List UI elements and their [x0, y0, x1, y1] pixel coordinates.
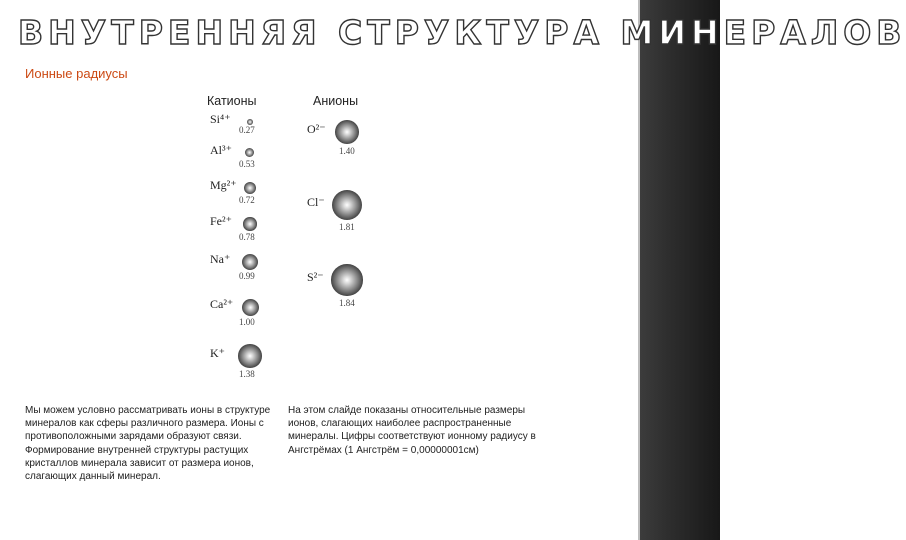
cation-label: Mg²⁺ [210, 178, 237, 192]
cation-radius-value: 1.38 [239, 368, 255, 379]
anion-radius-value: 1.40 [339, 145, 355, 156]
anion-label: S²⁻ [307, 270, 324, 284]
anion-sphere [332, 190, 363, 221]
anion-radius-value: 1.81 [339, 222, 355, 233]
cation-radius-value: 0.53 [239, 158, 255, 169]
cation-label: Si⁴⁺ [210, 112, 231, 126]
cation-radius-value: 0.99 [239, 271, 255, 282]
cation-sphere [245, 148, 254, 157]
cation-sphere [244, 182, 256, 194]
slide-title: ВНУТРЕННЯЯ СТРУКТУРА МИНЕРАЛОВ [18, 13, 906, 52]
cation-label: Na⁺ [210, 252, 231, 266]
cation-label: K⁺ [210, 346, 225, 360]
cation-label: Al³⁺ [210, 143, 232, 157]
cation-sphere [243, 217, 256, 230]
cation-radius-value: 1.00 [239, 316, 255, 327]
anions-header: Анионы [313, 94, 359, 108]
cation-radius-value: 0.27 [239, 125, 255, 136]
anion-label: Cl⁻ [307, 195, 325, 209]
cation-sphere [238, 344, 261, 367]
cation-radius-value: 0.72 [239, 195, 255, 206]
description-left: Мы можем условно рассматривать ионы в структуре минералов как сферы различного размера. Ионы с противоположными зарядами образуют связи. Формирование внутренней структуры растущих кристаллов минерала зависит от размера ионов, слагающих данный минерал. [25, 405, 271, 483]
cation-sphere [242, 299, 259, 316]
cation-sphere [247, 119, 253, 125]
cation-sphere [242, 254, 259, 271]
anion-label: O²⁻ [307, 122, 326, 136]
side-panel [640, 0, 720, 540]
anion-radius-value: 1.84 [339, 297, 355, 308]
anion-sphere [335, 120, 359, 144]
anion-sphere [331, 264, 362, 295]
cation-radius-value: 0.78 [239, 231, 255, 242]
ionic-radii-figure [195, 92, 375, 387]
description-right: На этом слайде показаны относительные размеры ионов, слагающих наиболее распространенные минералы. Цифры соответствуют ионному радиусу в Ангстрёмах (1 Ангстрём = 0,00000001см) [288, 405, 536, 456]
cation-label: Ca²⁺ [210, 297, 234, 311]
cations-header: Катионы [207, 94, 257, 108]
slide-subtitle: Ионные радиусы [25, 66, 128, 81]
cation-label: Fe²⁺ [210, 214, 232, 228]
